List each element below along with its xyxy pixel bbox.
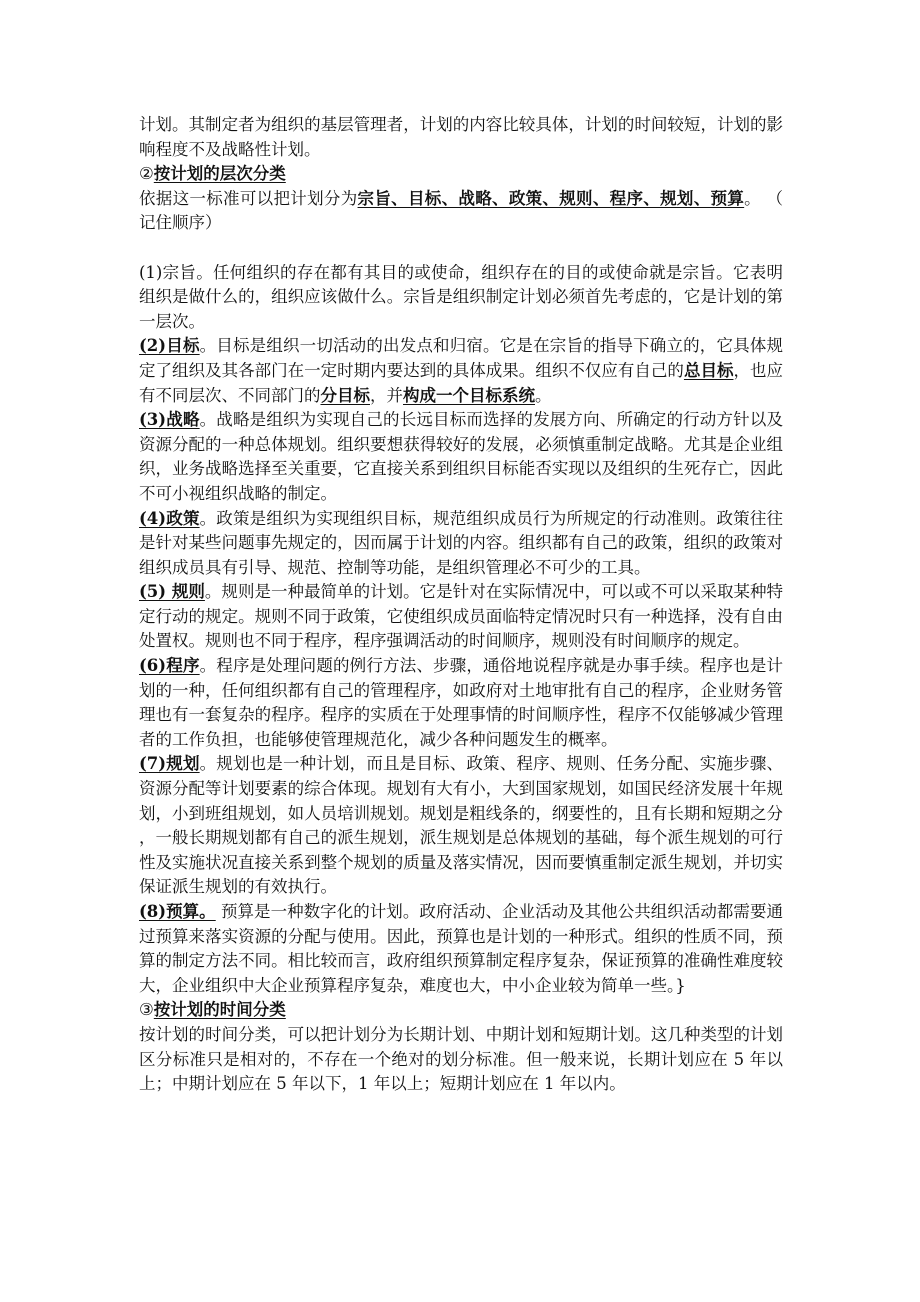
text-run: (1)宗旨。任何组织的存在都有其目的或使命，组织存在的目的或使命就是宗旨。它表明组织是做什么的，组织应该做什么。宗旨是组织制定计划必须首先考虑的，它是计划的第一层次。	[139, 262, 783, 331]
text-run: 。政策是组织为实现组织目标，规范组织成员行为所规定的行动准则。政策往往是针对某些问题事先规定的，因而属于计划的内容。组织都有自己的政策，组织的政策对组织成员具有引导、规范、控制等功能，是组织管理必不可少的工具。	[139, 508, 783, 577]
section-heading	[139, 998, 783, 1023]
text-run: 。目标是组织一切活动的出发点和归宿。它是在宗旨的指导下确立的，它具体规定了组织及其各部门在一定时期内要达到的具体成果。组织不仅应有自己的	[139, 336, 783, 380]
emphasized-term: 按计划的层次分类	[153, 164, 286, 184]
emphasized-term: 构成一个目标系统	[403, 385, 535, 405]
text-run: 计划。其制定者为组织的基层管理者，计划的内容比较具体，计划的时间较短，计划的影响程度不及战略性计划。	[139, 115, 783, 159]
document-body	[139, 113, 783, 1097]
emphasized-term: 宗旨、目标、战略、政策、规则、程序、规划、预算	[357, 188, 745, 208]
blank-line	[139, 236, 783, 261]
paragraph	[139, 580, 783, 654]
emphasized-term: (3)战略	[139, 410, 200, 430]
paragraph	[139, 654, 783, 752]
text-run: ③	[139, 1000, 154, 1020]
emphasized-term: (7)规划	[139, 754, 200, 774]
paragraph	[139, 752, 783, 900]
paragraph	[139, 900, 783, 998]
emphasized-term: 按计划的时间分类	[153, 1000, 286, 1020]
paragraph	[139, 187, 783, 236]
paragraph	[139, 261, 783, 335]
paragraph	[139, 113, 783, 162]
emphasized-term: (8)预算。	[139, 902, 216, 921]
emphasized-term: (5) 规则	[139, 582, 205, 602]
text-run: 。规则是一种最简单的计划。它是针对在实际情况中，可以或不可以采取某种特定行动的规定。规则不同于政策，它使组织成员面临特定情况时只有一种选择，没有自由处置权。规则也不同于程序，程序强调活动的时间顺序，规则没有时间顺序的规定。	[139, 582, 784, 651]
text-run: 按计划的时间分类，可以把计划分为长期计划、中期计划和短期计划。这几种类型的计划区分标准只是相对的，不存在一个绝对的划分标准。但一般来说，长期计划应在 5 年以上；中期计划应在 5 年以下，1 年以上；短期计划应在 1 年以内。	[139, 1024, 783, 1094]
paragraph	[139, 1023, 783, 1097]
text-run: 。战略是组织为实现自己的长远目标而选择的发展方向、所确定的行动方针以及资源分配的一种总体规划。组织要想获得较好的发展，必须慎重制定战略。尤其是企业组织，业务战略选择至关重要，它直接关系到组织目标能否实现以及组织的生死存亡，因此不可小视组织战略的制定。	[139, 410, 783, 503]
text-run: ，也应有不同层次、不同部门的	[139, 360, 784, 405]
text-run: ，并	[370, 385, 403, 405]
emphasized-term: (2)目标	[139, 336, 200, 356]
text-run: ②	[139, 164, 154, 184]
text-run: 预算是一种数字化的计划。政府活动、企业活动及其他公共组织活动都需要通过预算来落实资源的分配与使用。因此，预算也是计划的一种形式。组织的性质不同，预算的制定方法不同。相比较而言，政府组织预算制定程序复杂，保证预算的准确性难度较大，企业组织中大企业预算程序复杂，难度也大，中小企业较为简单一些。}	[139, 902, 783, 995]
emphasized-term: 总目标	[683, 360, 734, 380]
paragraph	[139, 507, 783, 581]
text-run: 。	[535, 385, 552, 405]
emphasized-term: (4)政策	[139, 508, 200, 528]
paragraph	[139, 334, 783, 408]
paragraph	[139, 408, 783, 506]
section-heading	[139, 162, 783, 187]
text-run: 。 （记住顺序）	[139, 188, 784, 233]
emphasized-term: 分目标	[320, 385, 370, 405]
text-run: 。程序是处理问题的例行方法、步骤，通俗地说程序就是办事手续。程序也是计划的一种，任何组织都有自己的管理程序，如政府对土地审批有自己的程序，企业财务管理也有一套复杂的程序。程序的实质在于处理事情的时间顺序性，程序不仅能够减少管理者的工作负担，也能够使管理规范化，减少各种问题发生的概率。	[139, 656, 783, 749]
emphasized-term: (6)程序	[139, 656, 200, 676]
text-run: 依据这一标准可以把计划分为	[139, 188, 358, 208]
text-run: 。规划也是一种计划，而且是目标、政策、程序、规则、任务分配、实施步骤、资源分配等计划要素的综合体现。规划有大有小，大到国家规划，如国民经济发展十年规划，小到班组规划，如人员培训规划。规划是粗线条的，纲要性的，且有长期和短期之分，一般长期规划都有自己的派生规划，派生规划是总体规划的基础，每个派生规划的可行性及实施状况直接关系到整个规划的质量及落实情况，因而要慎重制定派生规划，并切实保证派生规划的有效执行。	[139, 754, 783, 897]
